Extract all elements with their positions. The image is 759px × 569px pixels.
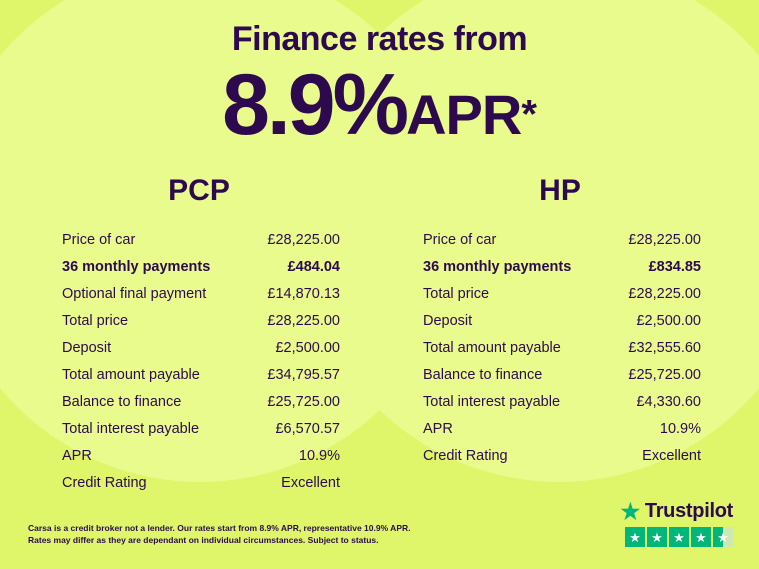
trustpilot-stars — [620, 527, 733, 547]
star-glyph: ★ — [629, 529, 641, 545]
trustpilot-wordmark: Trustpilot — [644, 500, 733, 522]
row-label: Total interest payable — [62, 420, 200, 437]
table-row — [395, 388, 725, 415]
row-value: £2,500.00 — [275, 339, 340, 356]
row-label: Price of car — [62, 231, 136, 248]
star-icon — [625, 527, 645, 547]
star-icon-half — [713, 527, 733, 547]
row-value: £28,225.00 — [628, 285, 701, 302]
disclaimer-line-1: Carsa is a credit broker not a lender. Our rates start from 8.9% APR, representative 10.9% APR. — [28, 522, 411, 533]
disclaimer-text — [28, 522, 458, 548]
star-glyph: ★ — [695, 529, 707, 545]
finance-column-hp — [395, 174, 725, 496]
star-icon — [669, 527, 689, 547]
star-glyph: ★ — [651, 529, 663, 545]
row-value: £14,870.13 — [267, 285, 340, 302]
table-row — [34, 226, 364, 253]
column-title-hp: HP — [539, 174, 581, 207]
row-value: 10.9% — [298, 447, 340, 464]
table-row — [395, 442, 725, 469]
row-label: Total amount payable — [62, 366, 200, 383]
table-row — [395, 253, 725, 280]
row-label: Total amount payable — [423, 339, 561, 356]
rate-unit: APR — [406, 83, 522, 146]
row-value: £6,570.57 — [275, 420, 340, 437]
table-row — [395, 280, 725, 307]
table-row — [34, 307, 364, 334]
row-label: Price of car — [423, 231, 497, 248]
table-row — [34, 442, 364, 469]
row-value: £484.04 — [287, 258, 340, 275]
row-value: £4,330.60 — [636, 393, 701, 410]
row-label: Total price — [62, 312, 129, 329]
row-label: Optional final payment — [62, 285, 207, 302]
table-row — [34, 388, 364, 415]
table-row — [34, 469, 364, 496]
trustpilot-logo — [620, 500, 733, 523]
table-row — [395, 361, 725, 388]
star-icon — [647, 527, 667, 547]
row-value: £25,725.00 — [628, 366, 701, 383]
table-row — [34, 415, 364, 442]
row-value: £32,555.60 — [628, 339, 701, 356]
row-value: £34,795.57 — [267, 366, 340, 383]
row-label: Balance to finance — [423, 366, 543, 383]
row-label: Credit Rating — [423, 447, 508, 464]
row-label: Total price — [423, 285, 490, 302]
row-value: £28,225.00 — [267, 312, 340, 329]
row-label: Deposit — [423, 312, 473, 329]
disclaimer-line-2: Rates may differ as they are dependant on individual circumstances. Subject to status. — [28, 535, 379, 546]
trustpilot-star-icon: ★ — [620, 498, 640, 524]
rate-asterisk: * — [521, 92, 537, 137]
table-row — [395, 334, 725, 361]
table-row — [395, 226, 725, 253]
trustpilot-rating — [620, 500, 733, 547]
row-label: Balance to finance — [62, 393, 182, 410]
table-row — [34, 361, 364, 388]
column-title-pcp: PCP — [168, 174, 230, 207]
row-value: £28,225.00 — [267, 231, 340, 248]
star-glyph: ★ — [717, 529, 729, 545]
row-label: Deposit — [62, 339, 112, 356]
row-label: APR — [62, 447, 92, 464]
row-value: £834.85 — [648, 258, 701, 275]
table-row — [395, 307, 725, 334]
finance-columns — [0, 174, 759, 496]
table-row — [34, 253, 364, 280]
row-label: Credit Rating — [62, 474, 147, 491]
row-label: Total interest payable — [423, 393, 561, 410]
row-value: £28,225.00 — [628, 231, 701, 248]
row-label: 36 monthly payments — [423, 258, 572, 275]
footer-bar — [0, 495, 759, 569]
star-icon — [691, 527, 711, 547]
rate-value: 8.9% — [222, 57, 407, 153]
star-glyph: ★ — [673, 529, 685, 545]
table-row — [34, 280, 364, 307]
row-value: Excellent — [281, 474, 340, 491]
row-label: APR — [423, 420, 453, 437]
table-row — [34, 334, 364, 361]
row-value: 10.9% — [659, 420, 701, 437]
row-label: 36 monthly payments — [62, 258, 211, 275]
row-value: Excellent — [642, 447, 701, 464]
page-title: Finance rates from — [231, 20, 528, 58]
table-row — [395, 415, 725, 442]
finance-column-pcp — [34, 174, 364, 496]
row-value: £25,725.00 — [267, 393, 340, 410]
row-value: £2,500.00 — [636, 312, 701, 329]
rate-headline — [0, 57, 759, 153]
